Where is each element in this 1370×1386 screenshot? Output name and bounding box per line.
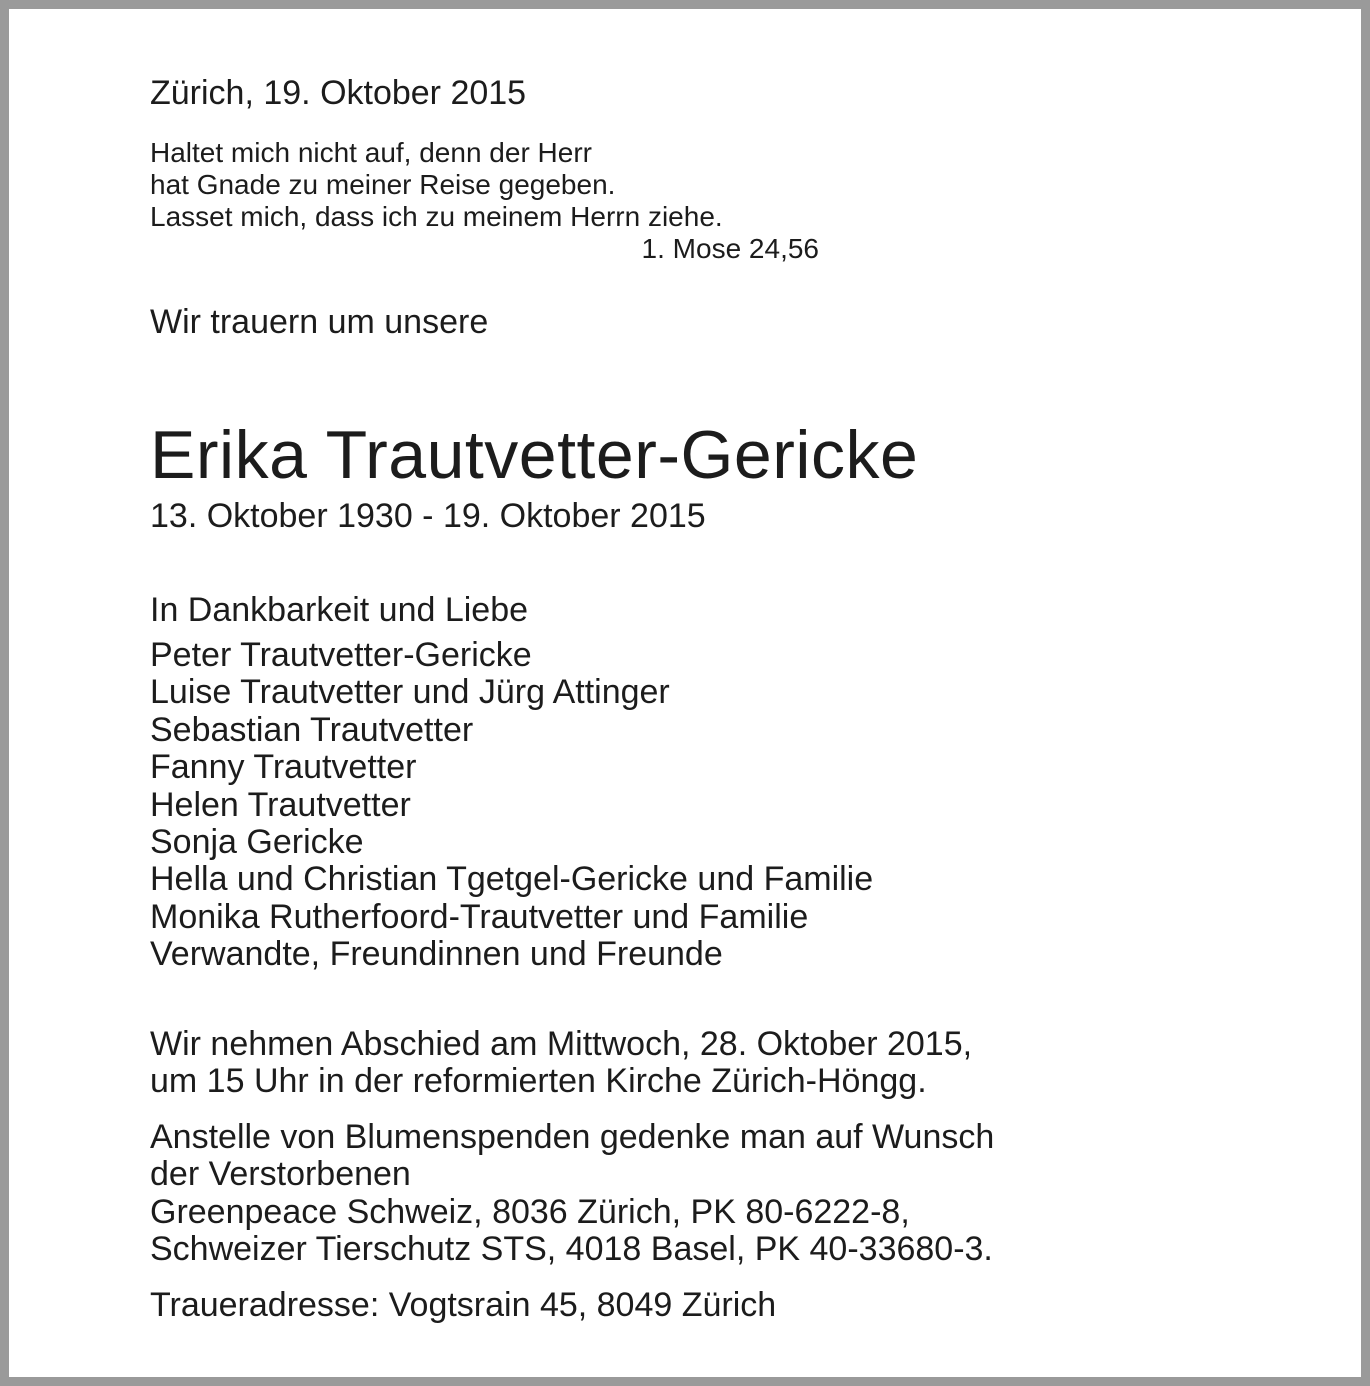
mourner-name: Sonja Gericke [150,823,364,862]
mourner-name: Fanny Trautvetter [150,748,417,787]
donation-line: der Verstorbenen [150,1155,411,1194]
mourner-name: Helen Trautvetter [150,785,411,824]
mourners-list [150,637,1250,974]
deceased-lifespan: 13. Oktober 1930 - 19. Oktober 2015 [150,497,706,535]
notice-content [150,69,1250,1324]
mourner-name: Monika Rutherfoord-Trautvetter und Familie [150,897,809,936]
donation-info [150,1119,1250,1269]
bible-quote [150,137,1250,265]
thanks-line: In Dankbarkeit und Liebe [150,591,529,629]
quote-reference: 1. Mose 24,56 [641,233,819,264]
farewell-line: um 15 Uhr in der reformierten Kirche Zürich-Höngg. [150,1062,927,1101]
mourner-name: Peter Trautvetter-Gericke [150,636,532,674]
donation-line: Anstelle von Blumenspenden gedenke man auf Wunsch [150,1117,995,1156]
farewell-info [150,1026,1250,1101]
place-date: Zürich, 19. Oktober 2015 [150,74,527,112]
quote-line: Lasset mich, dass ich zu meinem Herrn ziehe. [150,201,723,232]
farewell-line: Wir nehmen Abschied am Mittwoch, 28. Oktober 2015, [150,1024,973,1063]
mourner-name: Verwandte, Freundinnen und Freunde [150,935,723,974]
mourning-intro: Wir trauern um unsere [150,303,489,341]
donation-line: Schweizer Tierschutz STS, 4018 Basel, PK 40-33680-3. [150,1230,993,1269]
mourner-name: Hella und Christian Tgetgel-Gericke und Familie [150,860,874,899]
mourner-name: Sebastian Trautvetter [150,710,474,749]
quote-line: hat Gnade zu meiner Reise gegeben. [150,169,616,200]
mourning-address: Traueradresse: Vogtsrain 45, 8049 Zürich [150,1285,777,1324]
donation-line: Greenpeace Schweiz, 8036 Zürich, PK 80-6222-8, [150,1192,910,1231]
quote-line: Haltet mich nicht auf, denn der Herr [150,137,592,168]
deceased-name: Erika Trautvetter-Gericke [150,417,919,493]
mourner-name: Luise Trautvetter und Jürg Attinger [150,673,670,712]
